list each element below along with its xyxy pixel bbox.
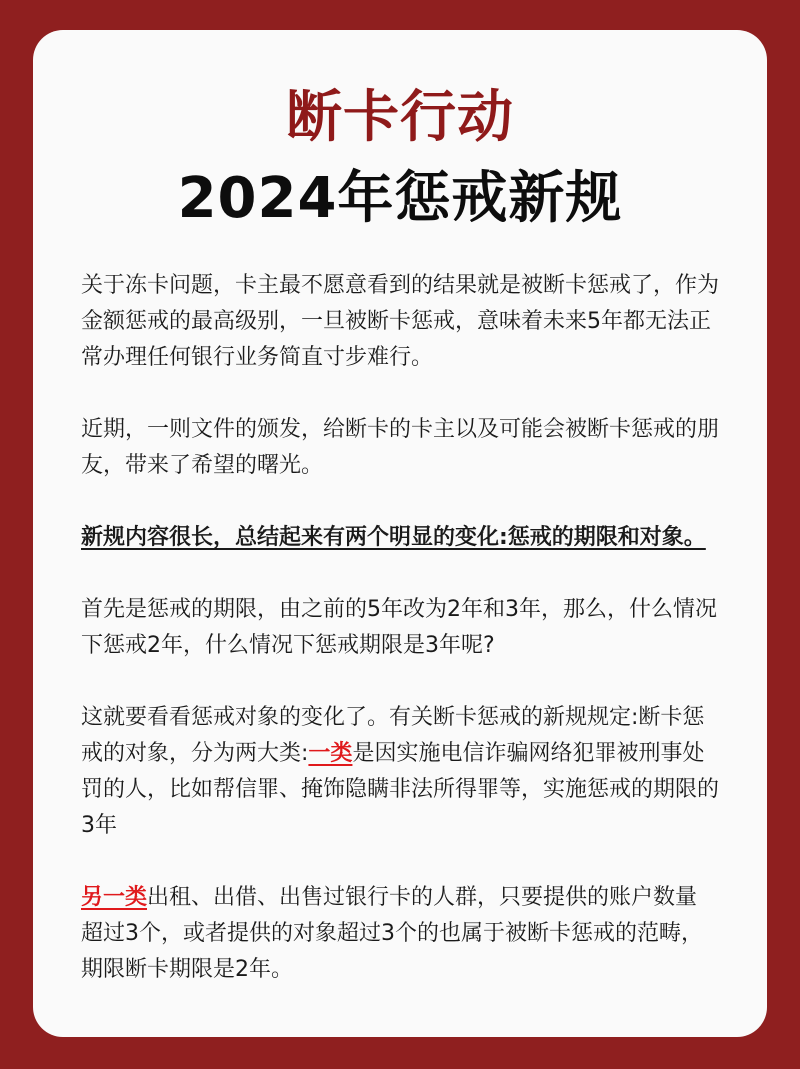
paragraph-duration: 首先是惩戒的期限，由之前的5年改为2年和3年，那么，什么情况下惩戒2年，什么情况下惩戒期限是3年呢?	[81, 597, 717, 658]
category-one-intro: 这就要看看惩戒对象的变化了。有关断卡惩戒的新规规定:断卡惩戒的对象，分为两大类:	[81, 705, 705, 766]
article-card	[33, 30, 767, 1037]
category-two-highlight: 另一类	[81, 885, 148, 910]
paragraph-category-one	[81, 700, 719, 844]
title-main: 断卡行动	[286, 85, 514, 150]
paragraph-intro: 关于冻卡问题，卡主最不愿意看到的结果就是被断卡惩戒了，作为金额惩戒的最高级别，一旦被断卡惩戒，意味着未来5年都无法正常办理任何银行业务简直寸步难行。	[81, 273, 720, 370]
article-body	[81, 268, 719, 988]
category-one-text: 是因实施电信诈骗网络犯罪被刑事处罚的人，比如帮信罪、掩饰隐瞒非法所得罪等，实施惩戒的期限的3年	[81, 741, 720, 838]
paragraph-summary: 新规内容很长，总结起来有两个明显的变化:惩戒的期限和对象。	[81, 525, 706, 550]
category-two-text: 出租、出借、出售过银行卡的人群，只要提供的账户数量超过3个，或者提供的对象超过3个的也属于被断卡惩戒的范畴，期限断卡期限是2年。	[81, 885, 703, 982]
paragraph-category-two	[81, 880, 719, 988]
paragraph-recent: 近期，一则文件的颁发，给断卡的卡主以及可能会被断卡惩戒的朋友，带来了希望的曙光。	[81, 417, 720, 478]
category-one-highlight: 一类	[308, 741, 353, 766]
title-sub: 2024年惩戒新规	[177, 166, 623, 231]
